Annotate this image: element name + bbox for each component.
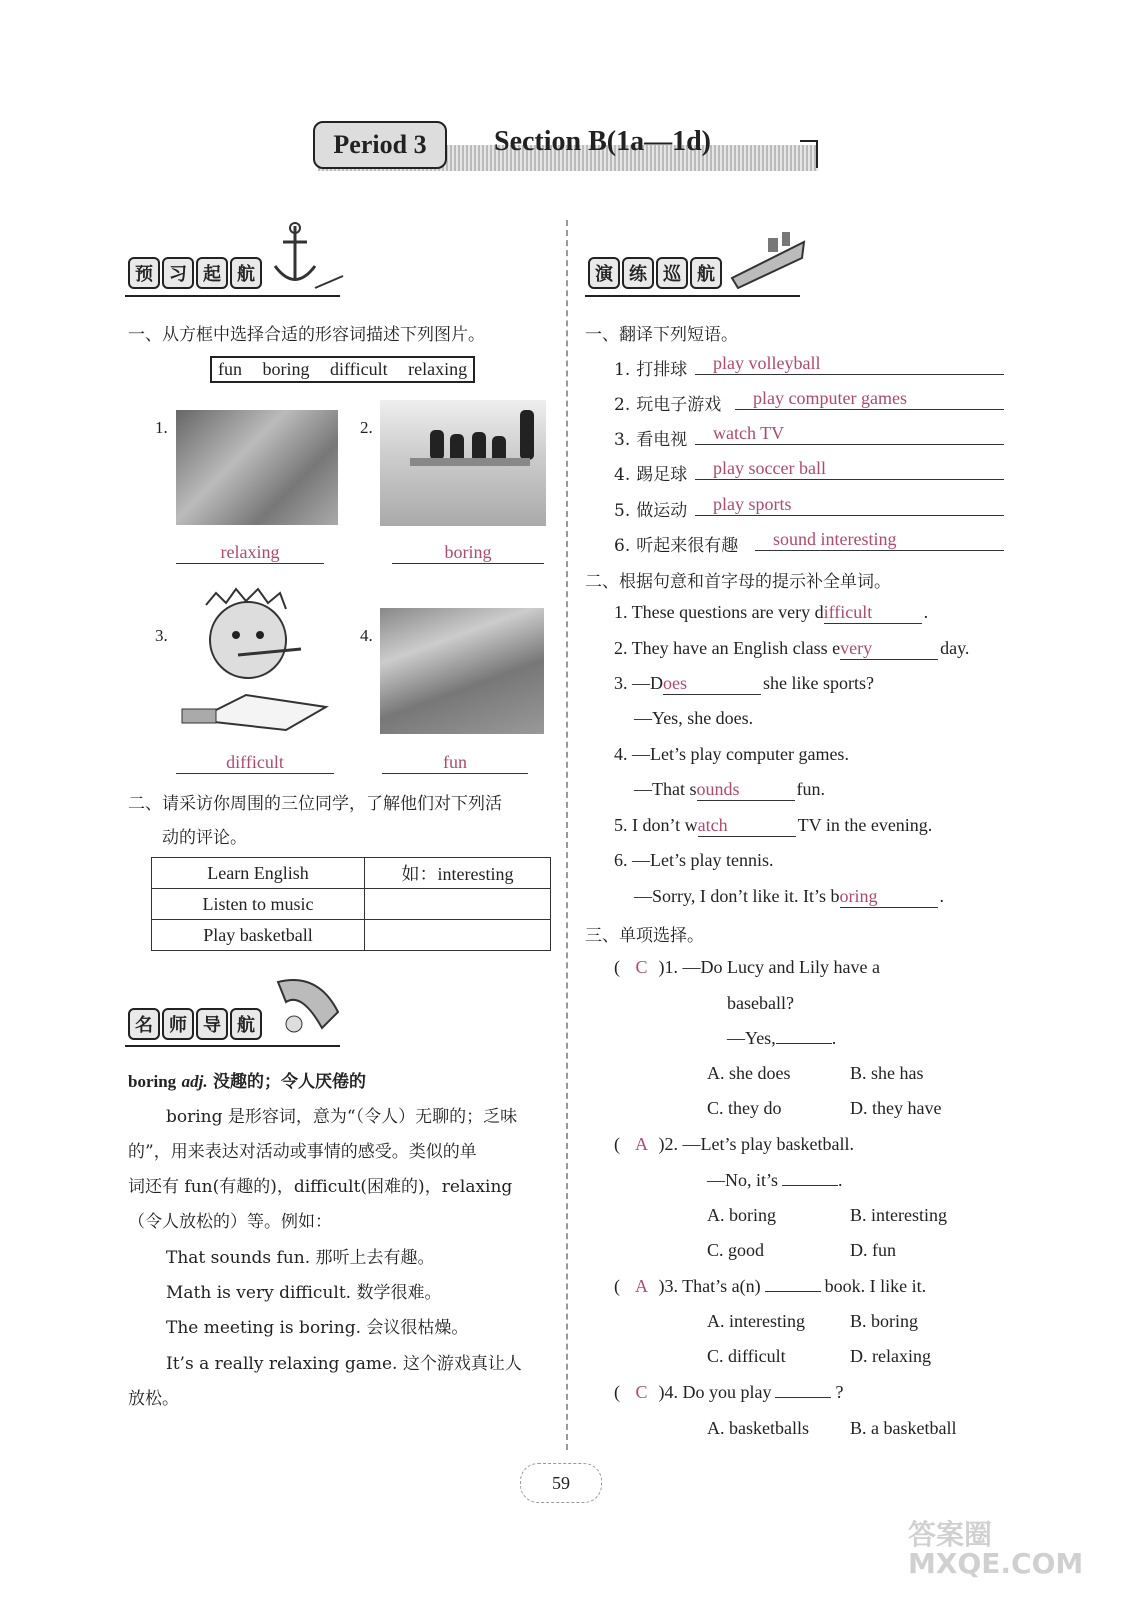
mc-option[interactable]: C. good xyxy=(707,1240,765,1260)
mc-answer[interactable]: A xyxy=(635,1134,648,1154)
fill-item xyxy=(614,602,928,624)
mc-stem: )4. Do you play xyxy=(658,1382,772,1402)
word-box: fun boring difficult relaxing xyxy=(210,356,475,383)
mc-question: ( A )3. That’s a(n) book. I like it. xyxy=(614,1276,927,1296)
fill-item xyxy=(634,779,825,801)
fill-answer[interactable]: ounds xyxy=(697,779,795,801)
phrase-chinese: 看电视 xyxy=(636,430,688,450)
fill-answer[interactable]: oring xyxy=(840,886,938,908)
photo-amusement xyxy=(380,608,544,734)
fill-answer[interactable]: oes xyxy=(663,673,761,695)
fill-text: —That s xyxy=(634,779,697,799)
mc-option[interactable]: B. a basketball xyxy=(850,1418,957,1438)
mc-answer[interactable]: C xyxy=(635,1382,648,1402)
fill-item xyxy=(634,886,944,908)
page-number-badge xyxy=(520,1463,602,1503)
left-q1-title: 一、从方框中选择合适的形容词描述下列图片。 xyxy=(128,325,485,345)
table-row: Play basketball xyxy=(152,920,551,951)
fill-item xyxy=(634,708,753,729)
mc-option[interactable]: A. interesting xyxy=(707,1311,805,1331)
banner-underline xyxy=(585,295,800,297)
mc-stem-text: —Yes, xyxy=(727,1028,776,1048)
fill-answer[interactable]: atch xyxy=(698,815,796,837)
photo-relaxing xyxy=(176,410,338,525)
fill-item xyxy=(614,638,969,660)
photo-meeting xyxy=(380,400,546,526)
mc-option[interactable]: A. she does xyxy=(707,1063,791,1083)
mc-stem: )2. —Let’s play basketball. xyxy=(658,1134,854,1154)
fill-item xyxy=(614,744,849,765)
example: It’s a really relaxing game. 这个游戏真让人 xyxy=(166,1354,522,1374)
mc-stem-text: —No, it’s xyxy=(707,1170,779,1190)
fill-item xyxy=(614,850,773,871)
phrase-number: 5. xyxy=(614,501,631,521)
mc-option[interactable]: C. they do xyxy=(707,1098,782,1118)
mc-blank[interactable] xyxy=(775,1397,831,1398)
answer-line-3: difficult xyxy=(176,752,334,774)
fill-answer[interactable]: ifficult xyxy=(824,602,922,624)
fill-text: 4. —Let’s play computer games. xyxy=(614,744,849,764)
mc-option[interactable]: B. interesting xyxy=(850,1205,947,1225)
picture-number: 3. xyxy=(155,626,168,645)
left-q2-title: 二、请采访你周围的三位同学，了解他们对下列活 xyxy=(128,794,502,814)
mc-answer[interactable]: C xyxy=(635,957,648,977)
note-line: （令人放松的）等。例如： xyxy=(128,1212,332,1232)
note-line: 词还有 fun(有趣的)，difficult(困难的)，relaxing xyxy=(128,1177,513,1197)
right-s1-title: 一、翻译下列短语。 xyxy=(585,325,738,345)
phrase-item xyxy=(614,460,687,485)
picture-number: 1. xyxy=(155,418,168,437)
phrase-answer[interactable]: play volleyball xyxy=(695,353,1004,375)
answer-line-2: boring xyxy=(392,542,544,564)
mc-stem-line: —Yes, . xyxy=(727,1028,837,1048)
fill-text-after: she like sports? xyxy=(763,673,874,693)
survey-table xyxy=(151,857,551,951)
example-tail: 放松。 xyxy=(128,1389,179,1409)
mc-option[interactable]: B. boring xyxy=(850,1311,919,1331)
mc-answer[interactable]: A xyxy=(635,1276,648,1296)
fill-text: 5. I don’t w xyxy=(614,815,698,835)
watermark: 答案圈 MXQE.COM xyxy=(908,1518,1084,1581)
banner-underline xyxy=(125,1045,340,1047)
mc-question: ( C )4. Do you play ? xyxy=(614,1382,844,1402)
mc-stem-tail: book. I like it. xyxy=(824,1276,927,1296)
period-badge xyxy=(313,121,447,169)
fill-text: 3. —D xyxy=(614,673,663,693)
mc-question: ( C )1. —Do Lucy and Lily have a xyxy=(614,957,880,977)
phrase-answer[interactable]: play soccer ball xyxy=(695,458,1004,480)
mc-option[interactable]: D. relaxing xyxy=(850,1346,931,1366)
column-divider xyxy=(566,220,568,1450)
phrase-number: 3. xyxy=(614,430,631,450)
mc-blank[interactable] xyxy=(782,1185,838,1186)
fill-text: —Yes, she does. xyxy=(634,708,754,728)
mc-stem: )3. That’s a(n) xyxy=(658,1276,761,1296)
mc-option[interactable]: D. they have xyxy=(850,1098,942,1118)
phrase-item xyxy=(614,355,687,380)
phrase-answer[interactable]: play sports xyxy=(695,494,1004,516)
right-s2-title: 二、根据句意和首字母的提示补全单词。 xyxy=(585,572,891,592)
phrase-chinese: 听起来很有趣 xyxy=(636,536,739,556)
mc-blank[interactable] xyxy=(776,1043,832,1044)
fill-text: 2. They have an English class e xyxy=(614,638,841,658)
header-corner xyxy=(800,140,818,168)
table-row: Learn English 如：interesting xyxy=(152,858,551,889)
practice-banner: 演 练 巡 航 xyxy=(588,257,722,289)
table-row: Listen to music xyxy=(152,889,551,920)
phrase-item xyxy=(614,425,687,450)
mc-stem: )1. —Do Lucy and Lily have a xyxy=(658,957,880,977)
mc-stem-tail: ? xyxy=(835,1382,844,1402)
mc-question: ( A )2. —Let’s play basketball. xyxy=(614,1134,854,1154)
phrase-number: 6. xyxy=(614,536,631,556)
picture-number: 4. xyxy=(360,626,373,645)
phone-icon xyxy=(258,972,348,1046)
phrase-answer[interactable]: play computer games xyxy=(735,388,1004,410)
banner-underline xyxy=(125,295,340,297)
example: That sounds fun. 那听上去有趣。 xyxy=(166,1248,435,1268)
left-q2-title-cont: 动的评论。 xyxy=(162,828,247,848)
fill-text-after: . xyxy=(939,886,944,906)
fill-text: 6. —Let’s play tennis. xyxy=(614,850,774,870)
fill-item xyxy=(614,673,874,695)
anchor-icon xyxy=(265,218,345,302)
mc-option[interactable]: A. basketballs xyxy=(707,1418,809,1438)
phrase-chinese: 踢足球 xyxy=(636,465,688,485)
mc-option[interactable]: B. she has xyxy=(850,1063,924,1083)
period-label: Period 3 xyxy=(333,130,427,159)
fill-text-after: day. xyxy=(940,638,970,658)
note-line: 的”，用来表达对活动或事情的感受。类似的单 xyxy=(128,1142,477,1162)
fill-text-after: . xyxy=(923,602,929,622)
mc-stem-line: —No, it’s . xyxy=(707,1170,843,1190)
page-number: 59 xyxy=(552,1472,570,1493)
phrase-item xyxy=(614,496,687,521)
phrase-item xyxy=(614,531,738,556)
fill-text: 1. These questions are very d xyxy=(614,602,824,622)
fill-item xyxy=(614,815,932,837)
phrase-chinese: 做运动 xyxy=(636,501,688,521)
phrase-number: 1. xyxy=(614,360,631,380)
phrase-chinese: 玩电子游戏 xyxy=(636,395,722,415)
preview-banner: 预 习 起 航 xyxy=(128,257,262,289)
phrase-answer[interactable]: watch TV xyxy=(695,423,1004,445)
teacher-guide-banner: 名 师 导 航 xyxy=(128,1008,262,1040)
answer-line-4: fun xyxy=(382,752,528,774)
fill-text-after: fun. xyxy=(796,779,825,799)
phrase-item xyxy=(614,390,721,415)
phrase-chinese: 打排球 xyxy=(636,360,688,380)
picture-number: 2. xyxy=(360,418,373,437)
fill-answer[interactable]: very xyxy=(840,638,938,660)
section-title: Section B(1a—1d) xyxy=(494,126,711,157)
mc-option[interactable]: A. boring xyxy=(707,1205,776,1225)
ship-icon xyxy=(728,222,808,296)
example: The meeting is boring. 会议很枯燥。 xyxy=(166,1318,469,1338)
mc-option[interactable]: D. fun xyxy=(850,1240,896,1260)
phrase-number: 2. xyxy=(614,395,631,415)
right-s3-title: 三、单项选择。 xyxy=(585,926,704,946)
fill-text-after: TV in the evening. xyxy=(797,815,933,835)
mc-stem-line: baseball? xyxy=(727,993,794,1013)
note-line: boring 是形容词，意为“（令人）无聊的；乏味 xyxy=(166,1107,518,1127)
example: Math is very difficult. 数学很难。 xyxy=(166,1283,442,1303)
mc-blank[interactable] xyxy=(765,1291,821,1292)
phrase-number: 4. xyxy=(614,465,631,485)
note-head: boring adj. 没趣的；令人厌倦的 xyxy=(128,1072,366,1092)
phrase-answer[interactable]: sound interesting xyxy=(755,529,1004,551)
mc-option[interactable]: C. difficult xyxy=(707,1346,786,1366)
answer-line-1: relaxing xyxy=(176,542,324,564)
fill-text: —Sorry, I don’t like it. It’s b xyxy=(634,886,840,906)
student-cartoon xyxy=(176,585,336,739)
